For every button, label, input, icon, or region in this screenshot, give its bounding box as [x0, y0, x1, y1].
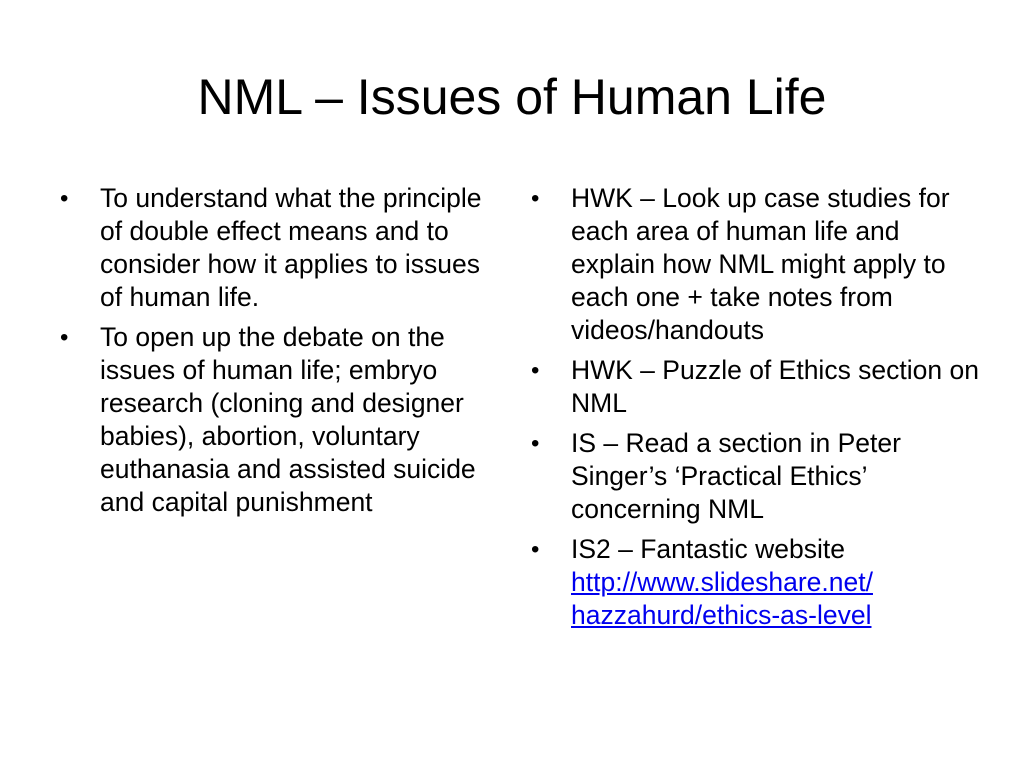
bullet-icon: • — [60, 185, 69, 212]
bullet-icon: • — [531, 185, 540, 212]
bullet-text: IS – Read a section in Peter Singer’s ‘Practical Ethics’ concerning NML — [571, 428, 901, 524]
left-bullet-item-2 — [56, 321, 496, 519]
bullet-icon: • — [531, 536, 540, 563]
website-link-line-2[interactable]: hazzahurd/ethics-as-level — [571, 600, 872, 630]
bullet-text: HWK – Puzzle of Ethics section on NML — [571, 355, 979, 418]
right-bullet-item-4 — [527, 533, 987, 632]
bullet-text: HWK – Look up case studies for each area of human life and explain how NML might apply to each one + take notes from videos/handouts — [571, 183, 950, 345]
bullet-icon: • — [60, 324, 69, 351]
left-bullet-item-1 — [56, 182, 496, 314]
bullet-icon: • — [531, 430, 540, 457]
website-link-line-1[interactable]: http://www.slideshare.net/ — [571, 567, 873, 597]
right-bullet-item-1 — [527, 182, 987, 347]
bullet-text: IS2 – Fantastic website — [571, 534, 845, 564]
bullet-text: To understand what the principle of double effect means and to consider how it applies to issues of human life. — [100, 183, 482, 312]
right-bullet-item-2 — [527, 354, 987, 420]
slide-title: NML – Issues of Human Life — [197, 69, 827, 125]
right-bullet-item-3 — [527, 427, 987, 526]
website-link[interactable] — [571, 567, 873, 630]
left-bullet-list — [56, 182, 496, 526]
bullet-text: To open up the debate on the issues of human life; embryo research (cloning and designer babies), abortion, voluntary euthanasia and assisted suicide and capital punishment — [100, 322, 476, 517]
right-bullet-list — [527, 182, 987, 639]
bullet-icon: • — [531, 357, 540, 384]
